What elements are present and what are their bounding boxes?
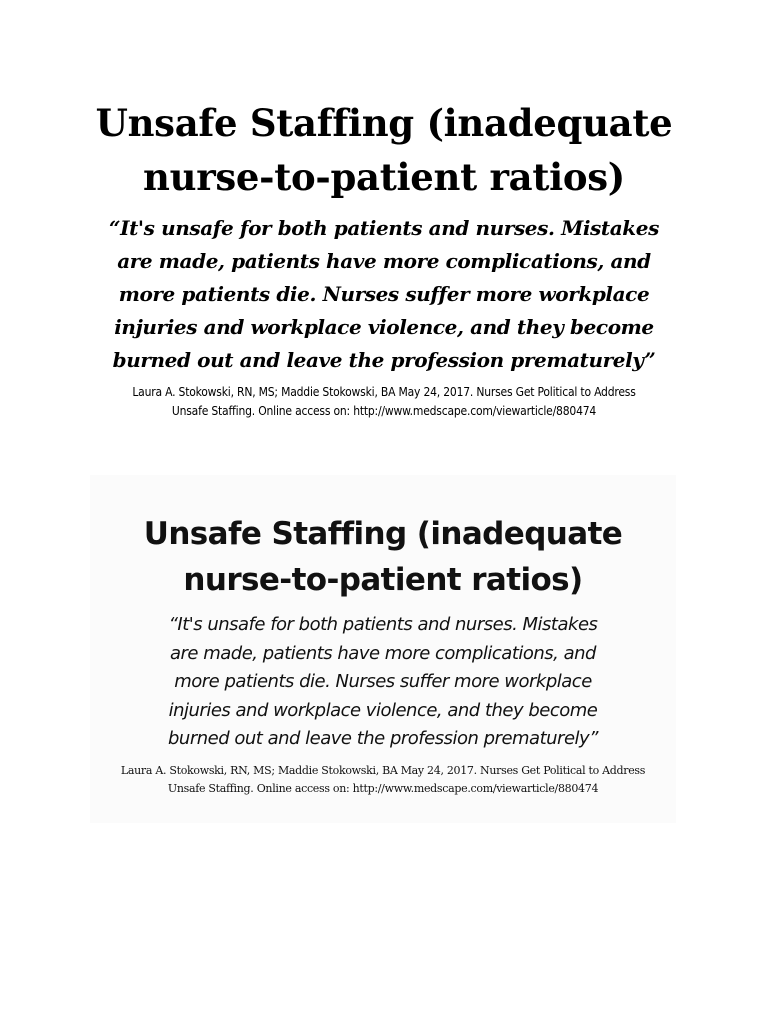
document-text-block [60, 96, 708, 421]
citation-line: Laura A. Stokowski, RN, MS; Maddie Stokowski, BA May 24, 2017. Nurses Get Political to Address [120, 763, 646, 777]
quote-line: more patients die. Nurses suffer more workplace [118, 282, 650, 306]
image-title [90, 511, 676, 603]
quote-line: injuries and workplace violence, and they become [114, 315, 654, 339]
citation-line: Unsafe Staffing. Online access on: http://www.medscape.com/viewarticle/880474 [167, 781, 599, 795]
quote-line: burned out and leave the profession prematurely” [168, 728, 598, 749]
quote-line: “It's unsafe for both patients and nurses. Mistakes [109, 216, 659, 240]
image-quote [90, 611, 676, 754]
quote-line: are made, patients have more complications, and [117, 249, 651, 273]
title-line: nurse-to-patient ratios) [143, 155, 625, 199]
title-line: Unsafe Staffing (inadequate [143, 516, 623, 552]
citation [60, 383, 708, 421]
title-line: nurse-to-patient ratios) [183, 562, 583, 598]
embedded-image-text [90, 511, 676, 798]
quote [60, 212, 708, 377]
citation-line: Unsafe Staffing. Online access on: http://www.medscape.com/viewarticle/880474 [171, 404, 597, 418]
quote-line: “It's unsafe for both patients and nurses. Mistakes [168, 614, 598, 635]
title-line: Unsafe Staffing (inadequate [95, 101, 673, 145]
embedded-image-panel [90, 475, 676, 823]
page-title [60, 96, 708, 204]
quote-line: injuries and workplace violence, and they become [168, 699, 598, 721]
quote-line: are made, patients have more complications, and [170, 642, 596, 664]
image-citation [90, 762, 676, 798]
citation-line: Laura A. Stokowski, RN, MS; Maddie Stokowski, BA May 24, 2017. Nurses Get Political to Address [132, 385, 636, 399]
quote-line: more patients die. Nurses suffer more workplace [174, 671, 592, 692]
quote-line: burned out and leave the profession prematurely” [112, 348, 656, 372]
